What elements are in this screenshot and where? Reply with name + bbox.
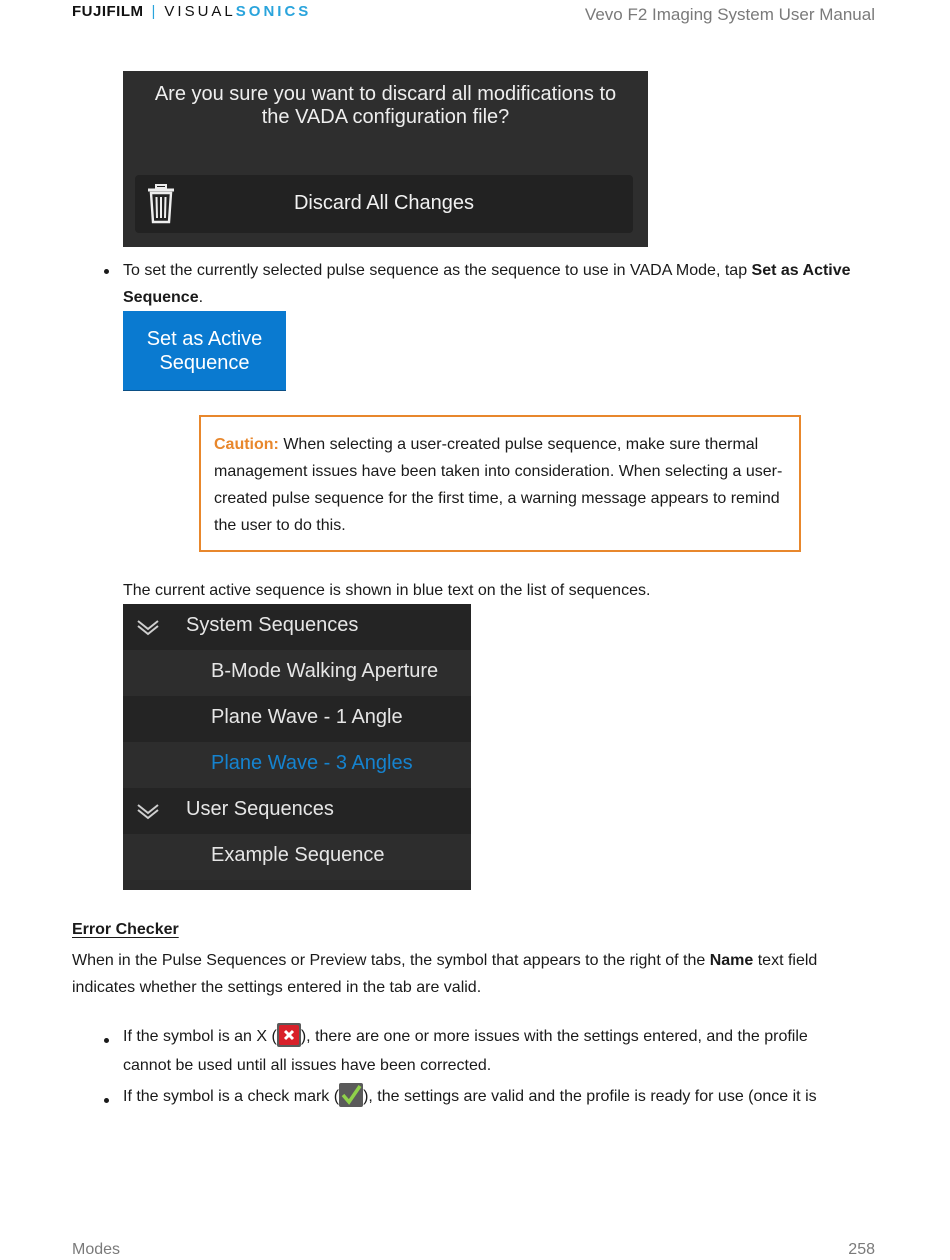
- list-item-active[interactable]: [123, 742, 471, 788]
- bullet-marker: [104, 1038, 109, 1043]
- group-user-sequences[interactable]: [123, 788, 471, 834]
- list-item[interactable]: [123, 696, 471, 742]
- intro-bold: Name: [709, 952, 754, 969]
- discard-dialog: [123, 71, 648, 247]
- discard-all-changes-button[interactable]: [135, 175, 633, 233]
- list-item-label: Plane Wave - 1 Angle: [211, 706, 403, 728]
- error-checker-intro: [72, 947, 872, 1001]
- discard-button-label: Discard All Changes: [293, 192, 475, 214]
- caution-label: Caution:: [214, 436, 279, 453]
- logo-separator: |: [151, 3, 157, 20]
- list-item-label: B-Mode Walking Aperture: [211, 660, 439, 682]
- set-active-sequence-button[interactable]: [123, 311, 286, 391]
- bullet-marker: [104, 269, 109, 274]
- group-label: System Sequences: [186, 614, 359, 636]
- check-text: If the symbol is a check mark (: [123, 1088, 340, 1105]
- footer-section: Modes: [72, 1241, 121, 1258]
- bullet-suffix: .: [198, 289, 204, 306]
- bullet-bold: Set as Active Sequence: [123, 262, 851, 306]
- intro-text: When in the Pulse Sequences or Preview tabs, the symbol that appears to the right of the: [72, 952, 710, 969]
- group-system-sequences[interactable]: [123, 604, 471, 650]
- x-suffix: ), there are one or more issues with the settings entered, and the profile cannot be used until all issues have been corrected.: [123, 1028, 808, 1074]
- button-line-1: Set as Active: [146, 328, 263, 350]
- logo-brand: FUJIFILM: [72, 3, 144, 20]
- caution-box: [199, 415, 801, 552]
- brand-logo: [72, 3, 311, 20]
- sequence-list: [123, 604, 471, 890]
- list-item-label: Example Sequence: [211, 844, 385, 866]
- bullet-check: [123, 1083, 858, 1110]
- intro-suffix: text field indicates whether the settings entered in the tab are valid.: [72, 952, 818, 996]
- error-x-icon: [277, 1023, 301, 1047]
- logo-sonics: SONICS: [235, 3, 312, 20]
- list-item[interactable]: [123, 834, 471, 880]
- section-heading: Error Checker: [72, 921, 179, 938]
- bullet-error-x: [123, 1022, 858, 1080]
- bullet-set-active: [123, 257, 858, 311]
- dialog-question: Are you sure you want to discard all modifications to the VADA configuration file?: [154, 83, 617, 128]
- x-text: If the symbol is an X (: [123, 1028, 277, 1045]
- caution-text: When selecting a user-created pulse sequence, make sure thermal management issues have been taken into consideration. When selecting a user-created pulse sequence for the first time, a warning message appears to remind the user to do this.: [214, 436, 783, 534]
- bullet-marker: [104, 1098, 109, 1103]
- bullet-text: To set the currently selected pulse sequence as the sequence to use in VADA Mode, tap: [123, 262, 752, 279]
- check-mark-icon: [339, 1083, 363, 1107]
- button-line-2: Sequence: [159, 352, 250, 374]
- chevron-down-icon: [136, 616, 160, 636]
- manual-title: Vevo F2 Imaging System User Manual: [584, 5, 875, 24]
- group-label: User Sequences: [186, 798, 334, 820]
- active-item-label: Plane Wave - 3 Angles: [211, 752, 413, 774]
- logo-visual: VISUAL: [164, 3, 236, 20]
- check-suffix: ), the settings are valid and the profile is ready for use (once it is: [363, 1088, 817, 1105]
- page-number: 258: [848, 1241, 875, 1258]
- active-sequence-note: The current active sequence is shown in blue text on the list of sequences.: [123, 582, 651, 599]
- list-item[interactable]: [123, 650, 471, 696]
- chevron-down-icon: [136, 800, 160, 820]
